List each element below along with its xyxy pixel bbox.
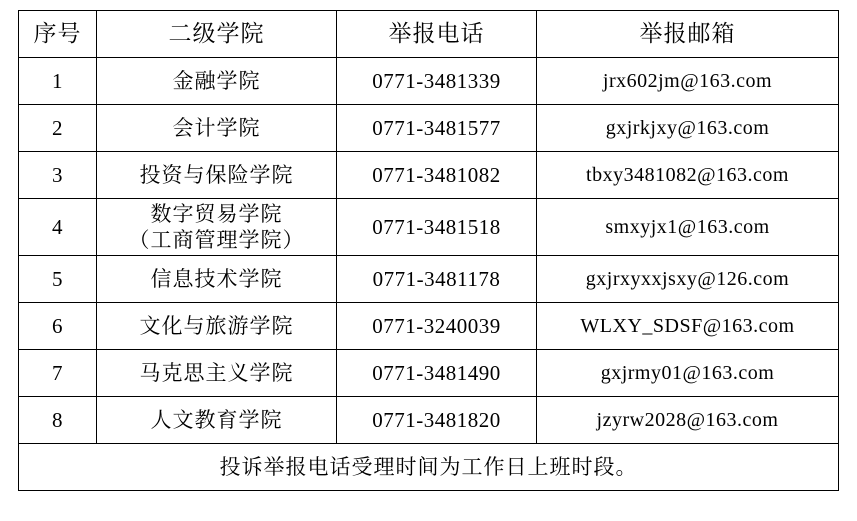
table-header-row <box>19 11 839 58</box>
cell-no: 2 <box>19 105 97 152</box>
cell-phone: 0771-3481339 <box>337 58 537 105</box>
table-row <box>19 105 839 152</box>
column-header-phone: 举报电话 <box>337 11 537 58</box>
table-row <box>19 58 839 105</box>
cell-college: 马克思主义学院 <box>97 350 337 397</box>
cell-college <box>97 199 337 256</box>
cell-college: 人文教育学院 <box>97 397 337 444</box>
cell-phone: 0771-3240039 <box>337 303 537 350</box>
table-header <box>19 11 839 58</box>
table-row <box>19 199 839 256</box>
table-footnote: 投诉举报电话受理时间为工作日上班时段。 <box>19 444 839 491</box>
column-header-no: 序号 <box>19 11 97 58</box>
cell-phone: 0771-3481082 <box>337 152 537 199</box>
cell-college: 投资与保险学院 <box>97 152 337 199</box>
cell-phone: 0771-3481518 <box>337 199 537 256</box>
table-body <box>19 58 839 491</box>
cell-no: 3 <box>19 152 97 199</box>
cell-no: 6 <box>19 303 97 350</box>
cell-no: 8 <box>19 397 97 444</box>
table-row <box>19 152 839 199</box>
table-row <box>19 350 839 397</box>
cell-phone: 0771-3481490 <box>337 350 537 397</box>
table-row <box>19 303 839 350</box>
cell-email: gxjrmy01@163.com <box>537 350 839 397</box>
cell-email: tbxy3481082@163.com <box>537 152 839 199</box>
cell-college-line2: （工商管理学院） <box>128 228 305 252</box>
cell-email: gxjrxyxxjsxy@126.com <box>537 256 839 303</box>
cell-college: 文化与旅游学院 <box>97 303 337 350</box>
cell-no: 4 <box>19 199 97 256</box>
cell-email: jzyrw2028@163.com <box>537 397 839 444</box>
cell-college: 金融学院 <box>97 58 337 105</box>
table-footnote-row <box>19 444 839 491</box>
cell-no: 1 <box>19 58 97 105</box>
table-row <box>19 397 839 444</box>
cell-phone: 0771-3481577 <box>337 105 537 152</box>
cell-email: smxyjx1@163.com <box>537 199 839 256</box>
cell-phone: 0771-3481820 <box>337 397 537 444</box>
cell-email: gxjrkjxy@163.com <box>537 105 839 152</box>
cell-no: 7 <box>19 350 97 397</box>
column-header-email: 举报邮箱 <box>537 11 839 58</box>
cell-no: 5 <box>19 256 97 303</box>
report-contacts-table <box>18 10 839 491</box>
column-header-college: 二级学院 <box>97 11 337 58</box>
cell-phone: 0771-3481178 <box>337 256 537 303</box>
cell-college: 会计学院 <box>97 105 337 152</box>
table-row <box>19 256 839 303</box>
cell-email: WLXY_SDSF@163.com <box>537 303 839 350</box>
cell-college-line1: 数字贸易学院 <box>150 201 283 226</box>
cell-email: jrx602jm@163.com <box>537 58 839 105</box>
cell-college: 信息技术学院 <box>97 256 337 303</box>
